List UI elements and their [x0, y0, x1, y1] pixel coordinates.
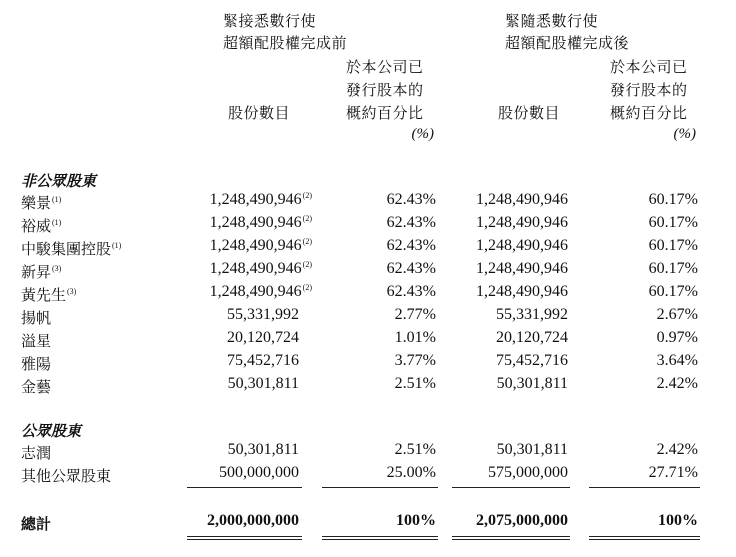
group-before-line2: 超額配股權完成前	[223, 34, 348, 52]
note-ref: (2)	[302, 260, 312, 269]
pct-before: 2.51%	[394, 441, 436, 458]
shareholder-name	[21, 261, 61, 282]
pct-after: 60.17%	[648, 191, 698, 208]
shareholder-name	[21, 465, 111, 486]
double-rule-pct-after-1	[589, 536, 700, 537]
shares-before-value: 1,248,490,946	[209, 191, 302, 208]
pct-before: 2.51%	[394, 375, 436, 392]
pct-after: 3.64%	[656, 352, 698, 369]
shareholder-name-text: 中駿集團控股	[21, 240, 112, 258]
shareholder-name	[21, 442, 51, 463]
shares-before-value: 500,000,000	[219, 464, 299, 481]
shares-before-value: 50,301,811	[227, 441, 299, 458]
group-before-line1: 緊接悉數行使	[223, 12, 317, 30]
shareholder-name-text: 黃先生	[21, 286, 67, 304]
shareholder-name	[21, 307, 51, 328]
pct-after: 27.71%	[648, 464, 698, 481]
shares-after: 50,301,811	[496, 375, 568, 392]
pct-before: 2.77%	[394, 306, 436, 323]
rule-pct-before	[322, 487, 438, 488]
note-ref: (3)	[52, 264, 62, 273]
pct-before: 1.01%	[394, 329, 436, 346]
double-rule-shares-before-2	[187, 539, 302, 540]
note-ref: (1)	[52, 195, 62, 204]
section-non-public-title: 非公眾股東	[21, 172, 97, 190]
shares-after: 1,248,490,946	[476, 283, 568, 300]
rule-shares-after	[452, 487, 570, 488]
shares-before	[210, 237, 312, 255]
shareholder-name-text: 志潤	[21, 444, 52, 462]
shares-before	[210, 260, 312, 278]
shareholder-name-text: 其他公眾股東	[21, 467, 112, 485]
shareholder-name-text: 金藝	[21, 378, 52, 396]
pct-unit-after: (%)	[673, 126, 696, 142]
total-shares-after: 2,075,000,000	[476, 512, 568, 529]
note-ref: (1)	[52, 218, 62, 227]
double-rule-shares-before-1	[187, 536, 302, 537]
pct-before: 62.43%	[386, 283, 436, 300]
shares-before	[228, 441, 299, 459]
shares-before	[228, 375, 299, 393]
shares-after: 1,248,490,946	[476, 237, 568, 254]
pct-after: 60.17%	[648, 214, 698, 231]
shares-after: 20,120,724	[496, 329, 568, 346]
shares-before	[210, 214, 312, 232]
shareholder-name-text: 雅陽	[21, 355, 52, 373]
shareholder-name-text: 樂景	[21, 194, 52, 212]
shares-before-value: 20,120,724	[227, 329, 299, 346]
total-pct-after: 100%	[658, 512, 698, 529]
total-label: 總計	[21, 515, 52, 533]
shares-after: 1,248,490,946	[476, 214, 568, 231]
pct-before: 62.43%	[386, 237, 436, 254]
shares-before	[227, 352, 299, 370]
pct-header-after-line3: 概約百分比	[610, 104, 688, 122]
shareholder-name-text: 揚帆	[21, 309, 52, 327]
double-rule-shares-after-1	[452, 536, 570, 537]
note-ref: (3)	[67, 287, 77, 296]
note-ref: (2)	[302, 237, 312, 246]
shares-before	[227, 329, 299, 347]
shares-before	[210, 191, 312, 209]
group-after-line1: 緊隨悉數行使	[505, 12, 599, 30]
shares-before-value: 75,452,716	[227, 352, 299, 369]
shares-after: 1,248,490,946	[476, 191, 568, 208]
double-rule-shares-after-2	[452, 539, 570, 540]
total-shares-before: 2,000,000,000	[207, 512, 299, 529]
shareholder-name-text: 溢星	[21, 332, 52, 350]
group-after-line2: 超額配股權完成後	[505, 34, 630, 52]
pct-unit-before: (%)	[411, 126, 434, 142]
pct-after: 0.97%	[656, 329, 698, 346]
shareholder-name-text: 裕威	[21, 217, 52, 235]
pct-header-before-line2: 發行股本的	[346, 81, 424, 99]
shares-header-after: 股份數目	[498, 104, 561, 122]
shares-before-value: 50,301,811	[227, 375, 299, 392]
shares-before	[227, 306, 299, 324]
pct-before: 62.43%	[386, 260, 436, 277]
shares-after: 75,452,716	[496, 352, 568, 369]
pct-after: 2.67%	[656, 306, 698, 323]
pct-after: 60.17%	[648, 260, 698, 277]
pct-header-before-line1: 於本公司已	[346, 58, 424, 76]
shareholder-name	[21, 238, 121, 259]
shares-before-value: 1,248,490,946	[209, 214, 302, 231]
shares-before	[210, 283, 312, 301]
double-rule-pct-after-2	[589, 539, 700, 540]
shareholder-name	[21, 215, 61, 236]
shares-before-value: 1,248,490,946	[209, 260, 302, 277]
pct-header-after-line1: 於本公司已	[610, 58, 688, 76]
shareholder-name	[21, 330, 51, 351]
note-ref: (2)	[302, 191, 312, 200]
rule-shares-before	[187, 487, 302, 488]
shareholder-name-text: 新昇	[21, 263, 52, 281]
shares-before	[219, 464, 299, 482]
note-ref: (1)	[112, 241, 122, 250]
shares-before-value: 1,248,490,946	[209, 237, 302, 254]
pct-after: 2.42%	[656, 441, 698, 458]
pct-after: 60.17%	[648, 237, 698, 254]
pct-after: 60.17%	[648, 283, 698, 300]
shares-after: 1,248,490,946	[476, 260, 568, 277]
shareholder-name	[21, 376, 51, 397]
shares-before-value: 55,331,992	[227, 306, 299, 323]
shares-header-before: 股份數目	[228, 104, 291, 122]
pct-header-before-line3: 概約百分比	[346, 104, 424, 122]
shareholder-name	[21, 284, 76, 305]
pct-before: 25.00%	[386, 464, 436, 481]
note-ref: (2)	[302, 214, 312, 223]
shares-after: 50,301,811	[496, 441, 568, 458]
shareholder-name	[21, 353, 51, 374]
note-ref: (2)	[302, 283, 312, 292]
shareholder-name	[21, 192, 61, 213]
shares-before-value: 1,248,490,946	[209, 283, 302, 300]
shares-after: 575,000,000	[488, 464, 568, 481]
rule-pct-after	[589, 487, 700, 488]
total-pct-before: 100%	[396, 512, 436, 529]
double-rule-pct-before-1	[322, 536, 438, 537]
shares-after: 55,331,992	[496, 306, 568, 323]
double-rule-pct-before-2	[322, 539, 438, 540]
pct-before: 62.43%	[386, 214, 436, 231]
pct-header-after-line2: 發行股本的	[610, 81, 688, 99]
section-public-title: 公眾股東	[21, 422, 82, 440]
pct-before: 62.43%	[386, 191, 436, 208]
pct-after: 2.42%	[656, 375, 698, 392]
pct-before: 3.77%	[394, 352, 436, 369]
